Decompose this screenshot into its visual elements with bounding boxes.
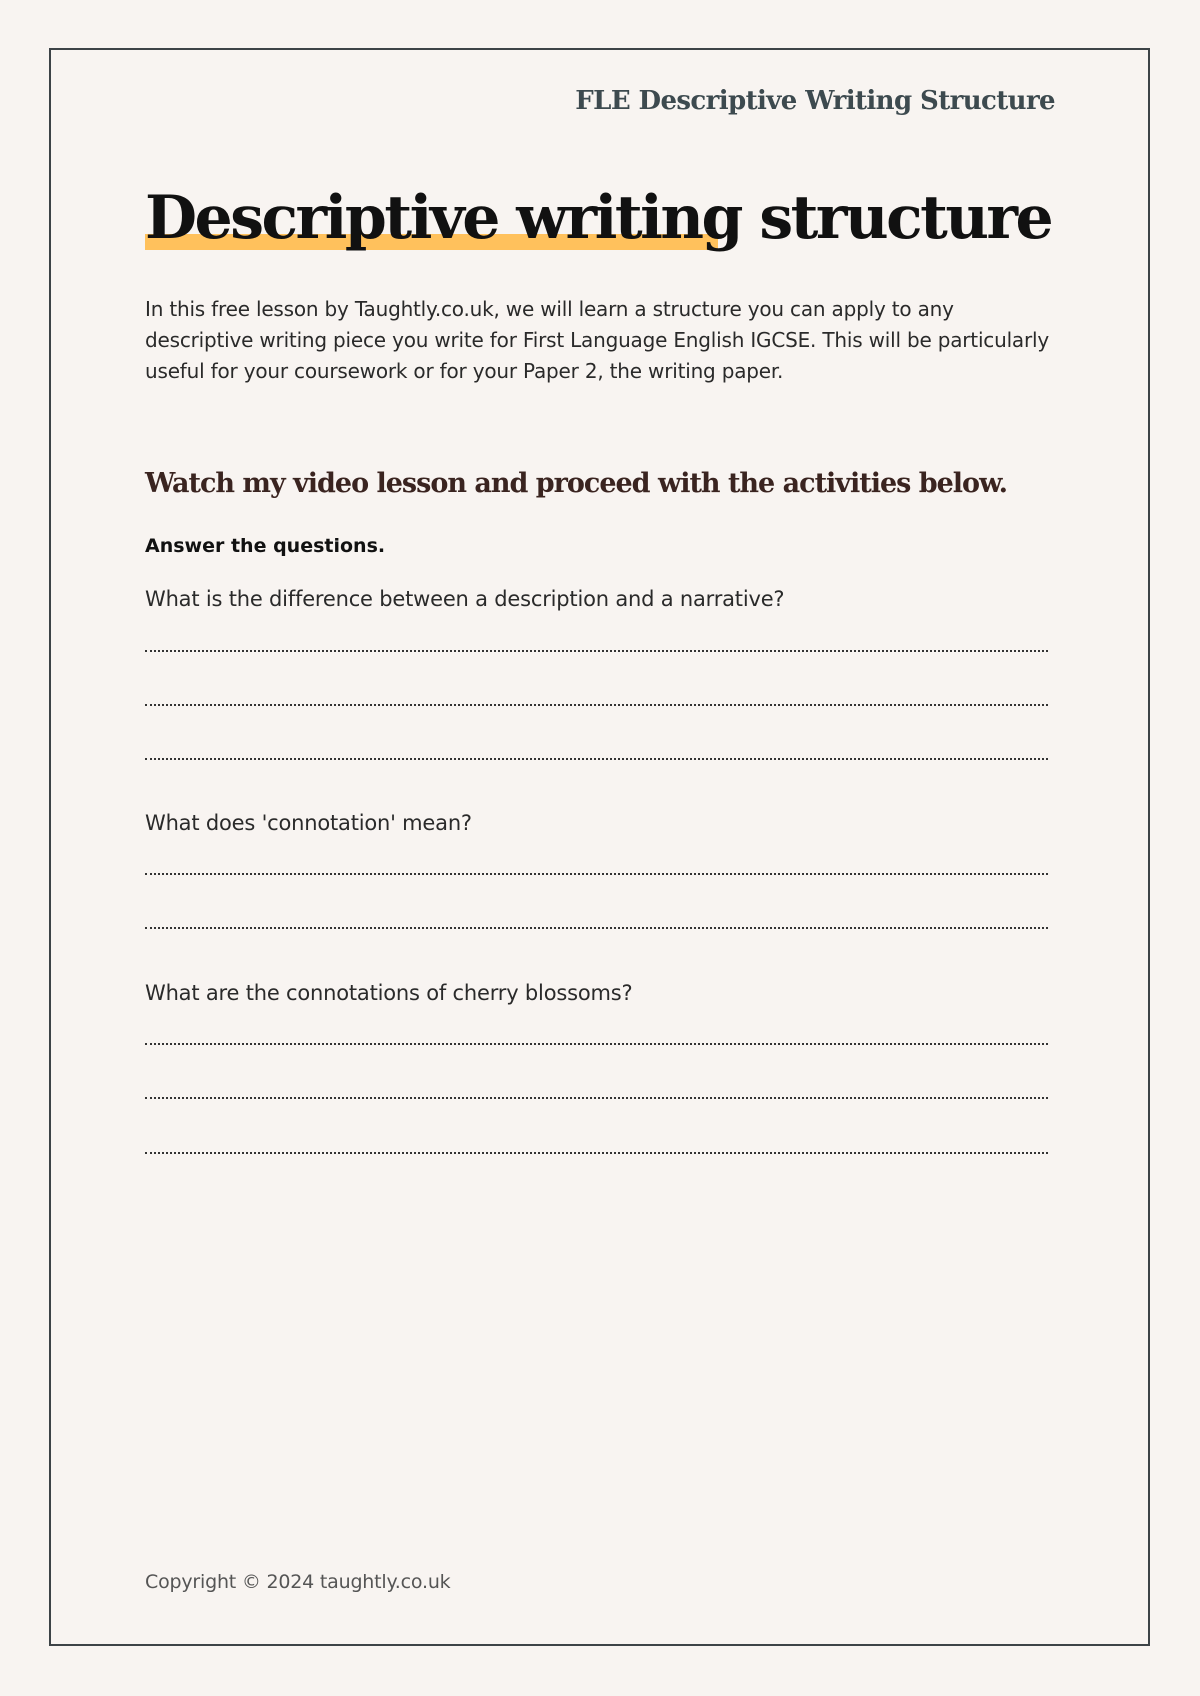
answer-line[interactable] <box>145 704 1048 706</box>
section-heading: Watch my video lesson and proceed with the activities below. <box>145 468 1007 499</box>
answer-line[interactable] <box>145 873 1048 875</box>
question-2: What does 'connotation' mean? <box>145 811 472 835</box>
answer-line[interactable] <box>145 650 1048 652</box>
answer-line[interactable] <box>145 758 1048 760</box>
running-header-title: FLE Descriptive Writing Structure <box>575 86 1055 116</box>
page-border <box>49 48 1150 1646</box>
copyright-footer: Copyright © 2024 taughtly.co.uk <box>145 1571 451 1593</box>
question-1: What is the difference between a description and a narrative? <box>145 587 785 611</box>
answer-line[interactable] <box>145 927 1048 929</box>
instruction-text: Answer the questions. <box>145 535 386 557</box>
title-block <box>145 178 1051 258</box>
answer-line[interactable] <box>145 1043 1048 1045</box>
intro-paragraph: In this free lesson by Taughtly.co.uk, we will learn a structure you can apply to any descriptive writing piece you write for First Language English IGCSE. This will be particularly useful for your coursework or for your Paper 2, the writing paper. <box>145 297 1049 383</box>
answer-line[interactable] <box>145 1152 1048 1154</box>
page-title: Descriptive writing structure <box>145 183 1052 253</box>
answer-line[interactable] <box>145 1097 1048 1099</box>
question-3: What are the connotations of cherry blossoms? <box>145 981 633 1005</box>
